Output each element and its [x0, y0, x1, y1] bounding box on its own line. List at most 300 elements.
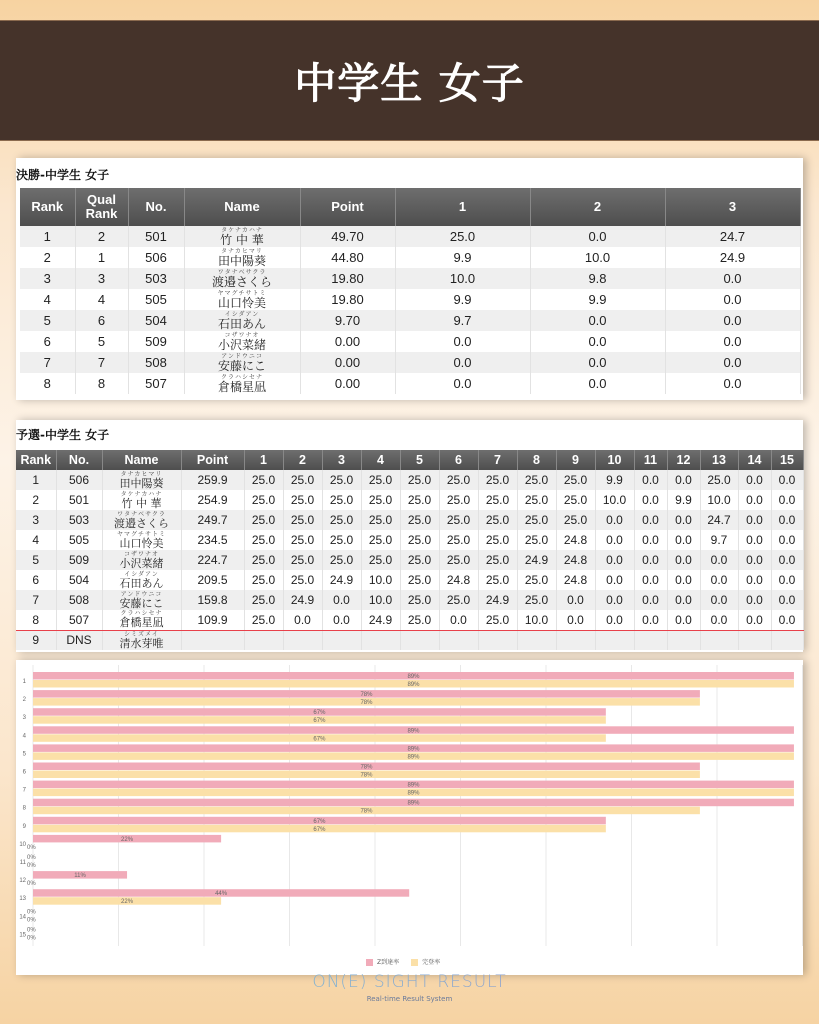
problem-score-cell: 0.0: [665, 373, 800, 394]
data-label: 89%: [407, 790, 420, 797]
qual-rank-cell: 8: [75, 373, 128, 394]
qual-rank-cell: 7: [75, 352, 128, 373]
name-kana: コザワナオ: [124, 551, 159, 558]
problem-score-cell: 25.0: [395, 226, 530, 247]
problem-score-cell: 0.0: [322, 590, 361, 610]
table-row: [16, 530, 803, 550]
problem-score-cell: 0.0: [771, 530, 803, 550]
problem-score-cell: 25.0: [478, 530, 517, 550]
name-kana: クラハシセナ: [220, 374, 263, 381]
name-kanji: 清水芽唯: [119, 636, 164, 650]
problem-score-cell: 0.0: [771, 510, 803, 530]
chart-legend: [366, 957, 440, 966]
problem-score-cell: 24.9: [283, 590, 322, 610]
problem-score-cell: 0.0: [595, 610, 634, 630]
category-label: 6: [22, 769, 26, 776]
problem-score-cell: 25.0: [322, 490, 361, 510]
problem-score-cell: [738, 630, 771, 650]
name-kana: アンドウニコ: [221, 353, 263, 360]
problem-score-cell: 25.0: [244, 470, 283, 490]
name-kanji: 山口怜美: [217, 295, 266, 310]
data-label: 0%: [27, 909, 36, 916]
rank-cell: 8: [20, 373, 75, 394]
problem-score-cell: 0.0: [395, 352, 530, 373]
problem-score-cell: 0.0: [530, 373, 665, 394]
category-label: 9: [22, 823, 26, 830]
problem-score-cell: 10.0: [517, 610, 556, 630]
category-label: 14: [19, 914, 26, 921]
rank-cell: 4: [16, 530, 56, 550]
athlete-name: [103, 472, 181, 489]
name-cell: [184, 226, 300, 247]
problem-score-cell: 0.0: [595, 510, 634, 530]
name-cell: [102, 570, 181, 590]
problem-score-cell: 25.0: [439, 530, 478, 550]
problem-score-cell: [439, 630, 478, 650]
point-cell: 49.70: [300, 226, 395, 247]
problem-score-cell: 25.0: [478, 510, 517, 530]
problem-score-cell: 25.0: [283, 490, 322, 510]
problem-score-cell: 25.0: [400, 610, 439, 630]
athlete-name: [185, 291, 300, 309]
footer-logo: [0, 972, 819, 1003]
rank-cell: 9: [16, 630, 56, 650]
problem-score-cell: 25.0: [556, 470, 595, 490]
point-cell: 0.00: [300, 352, 395, 373]
column-header: Name: [102, 450, 181, 470]
column-header: 10: [595, 450, 634, 470]
name-kana: イシダアン: [124, 571, 159, 578]
point-cell: 209.5: [181, 570, 244, 590]
name-kana: ヤマグチサトミ: [217, 290, 267, 297]
rank-cell: 8: [16, 610, 56, 630]
problem-score-cell: 0.0: [283, 610, 322, 630]
problem-score-cell: 0.0: [738, 570, 771, 590]
data-label: 78%: [360, 808, 373, 815]
qual-rank-cell: 3: [75, 268, 128, 289]
problem-score-cell: 25.0: [322, 550, 361, 570]
athlete-name: [103, 611, 181, 628]
problem-score-cell: 10.0: [395, 268, 530, 289]
qual-rank-cell: 5: [75, 331, 128, 352]
bib-cell: DNS: [56, 630, 102, 650]
athlete-name: [103, 532, 181, 549]
point-cell: 19.80: [300, 289, 395, 310]
rank-cell: 6: [16, 570, 56, 590]
problem-score-cell: 25.0: [283, 570, 322, 590]
athlete-name: [103, 572, 181, 589]
column-header: 14: [738, 450, 771, 470]
data-label: 89%: [407, 674, 420, 680]
column-header: 1: [244, 450, 283, 470]
problem-score-cell: 0.0: [667, 530, 700, 550]
category-label: 1: [22, 679, 26, 685]
rank-cell: 1: [20, 226, 75, 247]
table-row: [20, 373, 800, 394]
problem-score-cell: 9.9: [667, 490, 700, 510]
problem-score-cell: 0.0: [634, 490, 667, 510]
bib-cell: 503: [56, 510, 102, 530]
problem-score-cell: 0.0: [771, 610, 803, 630]
bib-cell: 507: [128, 373, 184, 394]
bib-cell: 506: [128, 247, 184, 268]
problem-score-cell: 0.0: [771, 490, 803, 510]
point-cell: 254.9: [181, 490, 244, 510]
problem-score-cell: 0.0: [595, 570, 634, 590]
name-cell: [184, 352, 300, 373]
name-kanji: 安藤にこ: [119, 596, 164, 610]
category-label: 13: [19, 896, 26, 903]
column-header: No.: [56, 450, 102, 470]
point-cell: 19.80: [300, 268, 395, 289]
column-header: Rank: [16, 450, 56, 470]
problem-score-cell: 25.0: [517, 470, 556, 490]
problem-score-cell: [517, 630, 556, 650]
legend-swatch-top: [411, 959, 418, 966]
column-header: 13: [700, 450, 738, 470]
data-label: 78%: [360, 692, 373, 699]
table-row: [16, 470, 803, 490]
problem-score-cell: 24.9: [517, 550, 556, 570]
name-kana: タケナカハナ: [221, 227, 263, 234]
rank-cell: 6: [20, 331, 75, 352]
athlete-name: [185, 312, 300, 330]
name-cell: [102, 610, 181, 630]
name-cell: [184, 268, 300, 289]
problem-score-cell: 25.0: [517, 590, 556, 610]
athlete-name: [185, 270, 300, 288]
problem-score-cell: 0.0: [665, 310, 800, 331]
name-cell: [102, 630, 181, 650]
problem-score-cell: 25.0: [361, 550, 400, 570]
data-label: 89%: [407, 800, 420, 807]
column-header: 9: [556, 450, 595, 470]
column-header: Point: [300, 188, 395, 226]
bib-cell: 505: [128, 289, 184, 310]
data-label: 0%: [27, 927, 36, 934]
problem-score-cell: 0.0: [556, 590, 595, 610]
category-label: 12: [19, 878, 26, 885]
data-label: 78%: [360, 772, 373, 779]
category-label: 3: [22, 715, 26, 722]
problem-score-cell: 25.0: [556, 510, 595, 530]
column-header: Name: [184, 188, 300, 226]
problem-score-cell: [478, 630, 517, 650]
problem-score-cell: 0.0: [738, 530, 771, 550]
data-label: 78%: [360, 764, 373, 771]
problem-score-cell: [595, 630, 634, 650]
problem-score-cell: 10.0: [361, 590, 400, 610]
bib-cell: 504: [56, 570, 102, 590]
name-kanji: 竹 中 華: [220, 232, 264, 247]
problem-score-cell: 24.9: [322, 570, 361, 590]
problem-score-cell: 24.8: [556, 530, 595, 550]
athlete-name: [103, 592, 181, 609]
point-cell: 0.00: [300, 331, 395, 352]
problem-score-cell: 25.0: [517, 510, 556, 530]
column-header: No.: [128, 188, 184, 226]
problem-score-cell: 0.0: [738, 550, 771, 570]
problem-score-cell: 25.0: [517, 530, 556, 550]
data-label: 89%: [407, 682, 420, 688]
problem-score-cell: 0.0: [595, 590, 634, 610]
problem-score-cell: 0.0: [439, 610, 478, 630]
category-label: 2: [22, 697, 26, 704]
final-results-table: [20, 188, 801, 394]
data-label: 67%: [313, 818, 326, 825]
problem-score-cell: 25.0: [244, 610, 283, 630]
name-cell: [102, 470, 181, 490]
column-header: 2: [283, 450, 322, 470]
athlete-name: [103, 632, 181, 649]
problem-score-cell: 0.0: [738, 610, 771, 630]
name-kanji: 田中陽葵: [217, 253, 266, 268]
data-label: 22%: [121, 836, 134, 843]
rank-cell: 2: [16, 490, 56, 510]
qual-rank-cell: 6: [75, 310, 128, 331]
data-label: 44%: [215, 891, 228, 898]
bib-cell: 504: [128, 310, 184, 331]
bib-cell: 501: [56, 490, 102, 510]
problem-score-cell: 0.0: [665, 289, 800, 310]
name-kana: アンドウニコ: [120, 591, 163, 598]
name-kanji: 小沢菜緒: [119, 556, 164, 570]
column-header: 12: [667, 450, 700, 470]
problem-score-cell: 0.0: [738, 590, 771, 610]
problem-score-cell: 10.0: [361, 570, 400, 590]
table-row: [16, 510, 803, 530]
name-cell: [102, 590, 181, 610]
problem-score-cell: 25.0: [439, 470, 478, 490]
column-header: 2: [530, 188, 665, 226]
rank-cell: 4: [20, 289, 75, 310]
problem-score-cell: 0.0: [634, 570, 667, 590]
data-label: 89%: [407, 754, 420, 761]
point-cell: 159.8: [181, 590, 244, 610]
rank-cell: 5: [20, 310, 75, 331]
category-label: 4: [22, 733, 26, 740]
problem-score-cell: 0.0: [700, 610, 738, 630]
bib-cell: 508: [128, 352, 184, 373]
rank-cell: 7: [16, 590, 56, 610]
problem-score-cell: 0.0: [667, 550, 700, 570]
table-row: [16, 630, 803, 650]
athlete-name: [185, 228, 300, 246]
problem-score-cell: 0.0: [634, 510, 667, 530]
problem-score-cell: 25.0: [478, 570, 517, 590]
problem-score-cell: [283, 630, 322, 650]
athlete-name: [185, 249, 300, 267]
column-header: 15: [771, 450, 803, 470]
problem-score-cell: 25.0: [517, 570, 556, 590]
data-label: 67%: [313, 826, 326, 833]
problem-score-cell: 9.9: [595, 470, 634, 490]
table-row: [20, 310, 800, 331]
problem-score-cell: 9.9: [395, 247, 530, 268]
point-cell: 0.00: [300, 373, 395, 394]
table-row: [20, 289, 800, 310]
table-row: [16, 610, 803, 630]
problem-score-cell: 0.0: [771, 550, 803, 570]
problem-score-cell: 0.0: [634, 550, 667, 570]
name-cell: [184, 373, 300, 394]
problem-score-cell: 0.0: [634, 530, 667, 550]
data-label: 89%: [407, 782, 420, 789]
column-header: 1: [395, 188, 530, 226]
column-header: Qual Rank: [75, 188, 128, 226]
problem-score-cell: 24.7: [665, 226, 800, 247]
table-header-row: [20, 188, 800, 226]
problem-score-cell: 9.9: [530, 289, 665, 310]
problem-score-cell: 25.0: [478, 610, 517, 630]
problem-score-cell: 25.0: [517, 490, 556, 510]
problem-score-cell: 10.0: [700, 490, 738, 510]
problem-score-cell: 25.0: [400, 570, 439, 590]
data-label: 89%: [407, 728, 420, 735]
logo-tagline: Real-time Result System: [366, 995, 453, 1003]
problem-score-cell: 25.0: [478, 550, 517, 570]
data-label: 78%: [360, 700, 373, 707]
problem-score-cell: 0.0: [665, 331, 800, 352]
legend-item-z: [366, 957, 399, 966]
table-header-row: [16, 450, 803, 470]
column-header: Rank: [20, 188, 75, 226]
athlete-name: [103, 552, 181, 569]
point-cell: 44.80: [300, 247, 395, 268]
athlete-name: [103, 492, 181, 509]
problem-score-cell: 25.0: [400, 510, 439, 530]
problem-score-cell: [361, 630, 400, 650]
problem-score-cell: 25.0: [400, 590, 439, 610]
problem-score-cell: 24.9: [665, 247, 800, 268]
legend-item-top: [411, 957, 440, 966]
name-kana: ヤマグチサトミ: [116, 531, 166, 538]
problem-score-cell: [700, 630, 738, 650]
problem-score-cell: 25.0: [439, 550, 478, 570]
problem-score-cell: 0.0: [771, 570, 803, 590]
name-kana: シミズメイ: [124, 631, 159, 638]
problem-score-cell: [556, 630, 595, 650]
final-section-title: 決勝-中学生 女子: [16, 168, 110, 182]
problem-score-cell: 0.0: [700, 550, 738, 570]
qual-rank-cell: 2: [75, 226, 128, 247]
category-label: 5: [22, 751, 26, 758]
qual-rank-cell: 4: [75, 289, 128, 310]
rank-cell: 2: [20, 247, 75, 268]
problem-score-cell: 0.0: [530, 226, 665, 247]
problem-score-cell: 0.0: [530, 352, 665, 373]
problem-score-cell: 0.0: [667, 590, 700, 610]
name-cell: [184, 247, 300, 268]
problem-score-cell: 0.0: [771, 470, 803, 490]
problem-score-cell: 24.9: [478, 590, 517, 610]
column-header: Point: [181, 450, 244, 470]
data-label: 22%: [121, 899, 134, 906]
problem-score-cell: 0.0: [395, 331, 530, 352]
name-kanji: 渡邉さくら: [114, 516, 169, 530]
name-cell: [184, 331, 300, 352]
name-cell: [102, 550, 181, 570]
name-kana: タナカヒマリ: [221, 248, 263, 255]
problem-score-cell: 9.8: [530, 268, 665, 289]
legend-label-z: Z到達率: [377, 959, 400, 966]
data-label: 0%: [27, 917, 36, 924]
problem-score-cell: 0.0: [530, 310, 665, 331]
problem-score-cell: [771, 630, 803, 650]
name-kanji: 渡邉さくら: [211, 274, 272, 289]
problem-score-cell: [634, 630, 667, 650]
name-kanji: 石田あん: [119, 576, 164, 590]
problem-score-cell: 25.0: [400, 490, 439, 510]
point-cell: [181, 630, 244, 650]
data-label: 0%: [27, 935, 36, 942]
point-cell: 9.70: [300, 310, 395, 331]
problem-score-cell: 0.0: [556, 610, 595, 630]
rank-cell: 3: [16, 510, 56, 530]
data-label: 0%: [27, 855, 36, 861]
bib-cell: 507: [56, 610, 102, 630]
problem-score-cell: 0.0: [667, 570, 700, 590]
name-kanji: 倉橋星凪: [217, 379, 266, 394]
problem-score-cell: 25.0: [400, 550, 439, 570]
problem-score-cell: 24.9: [361, 610, 400, 630]
problem-score-cell: [322, 630, 361, 650]
name-cell: [102, 510, 181, 530]
name-cell: [184, 289, 300, 310]
problem-score-cell: 25.0: [322, 530, 361, 550]
point-cell: 109.9: [181, 610, 244, 630]
rank-cell: 1: [16, 470, 56, 490]
name-kana: タナカヒマリ: [120, 471, 163, 478]
problem-score-cell: 0.0: [665, 352, 800, 373]
point-cell: 259.9: [181, 470, 244, 490]
problem-score-cell: 0.0: [700, 590, 738, 610]
problem-score-cell: 0.0: [700, 570, 738, 590]
bib-cell: 506: [56, 470, 102, 490]
bib-cell: 509: [56, 550, 102, 570]
column-header: 5: [400, 450, 439, 470]
problem-score-cell: 0.0: [667, 610, 700, 630]
table-row: [20, 331, 800, 352]
name-kana: コザワナオ: [224, 332, 260, 339]
table-row: [20, 352, 800, 373]
bib-cell: 501: [128, 226, 184, 247]
problem-score-cell: 10.0: [530, 247, 665, 268]
name-kana: ワタナベサクラ: [217, 269, 267, 276]
name-kanji: 山口怜美: [119, 536, 164, 550]
category-label: 10: [19, 841, 26, 848]
problem-score-cell: 24.8: [556, 570, 595, 590]
rank-cell: 3: [20, 268, 75, 289]
header-banner: [0, 20, 819, 141]
problem-score-cell: 25.0: [478, 470, 517, 490]
problem-score-cell: 0.0: [667, 470, 700, 490]
rank-cell: 7: [20, 352, 75, 373]
name-kanji: 石田あん: [217, 316, 266, 331]
page-title: 中学生 女子: [294, 58, 525, 108]
data-label: 0%: [27, 863, 36, 869]
data-label: 67%: [313, 718, 326, 725]
column-header: 3: [665, 188, 800, 226]
problem-score-cell: 25.0: [439, 490, 478, 510]
problem-score-cell: 25.0: [322, 470, 361, 490]
problem-score-cell: 0.0: [322, 610, 361, 630]
qual-rank-cell: 1: [75, 247, 128, 268]
name-kana: イシダアン: [224, 311, 260, 318]
table-row: [20, 226, 800, 247]
column-header: 11: [634, 450, 667, 470]
data-label: 89%: [407, 746, 420, 753]
